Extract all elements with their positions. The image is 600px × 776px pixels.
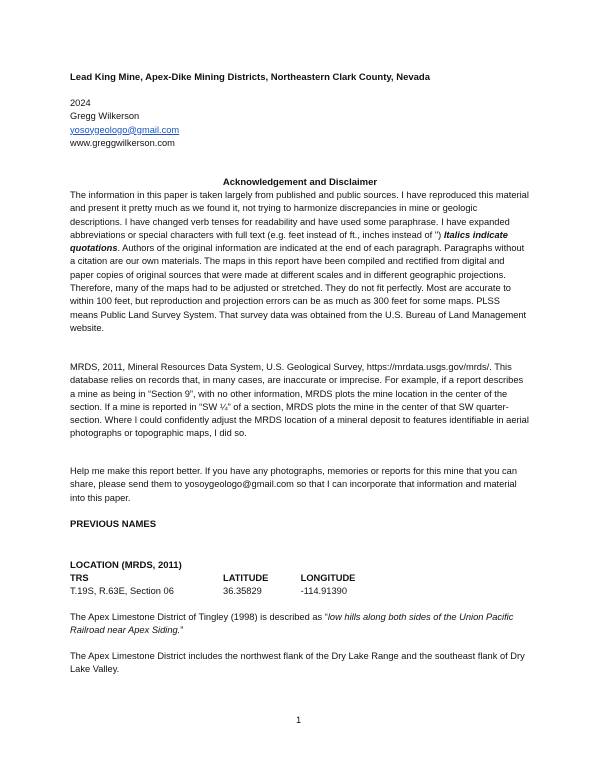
document-title: Lead King Mine, Apex-Dike Mining Districts, Northeastern Clark County, Nevada	[70, 72, 431, 83]
trs-cell: T.19S, R.63E, Section 06	[70, 586, 174, 597]
location-table	[70, 572, 430, 599]
website: www.greggwilkerson.com	[70, 137, 175, 148]
email-link[interactable]: yosoygeologo@gmail.com	[70, 124, 180, 135]
previous-names-heading: PREVIOUS NAMES	[70, 519, 157, 530]
column-header-trs: TRS	[70, 573, 89, 583]
acknowledgement-paragraph	[70, 189, 530, 335]
acknowledgement-heading: Acknowledgement and Disclaimer	[222, 177, 378, 188]
longitude-cell: -114.91390	[300, 586, 347, 597]
column-header-latitude: LATITUDE	[223, 573, 269, 583]
author-name: Gregg Wilkerson	[70, 111, 140, 122]
latitude-cell: 36.35829	[223, 586, 262, 597]
author-block	[70, 97, 179, 150]
district-paragraph: The Apex Limestone District includes the northwest flank of the Dry Lake Range and the southeast flank of Dry Lake Valley.	[70, 651, 525, 675]
location-heading: LOCATION (MRDS, 2011)	[70, 560, 182, 571]
year: 2024	[70, 98, 91, 108]
italics-note: Italics indicate quotations	[70, 229, 508, 254]
location-table-header	[70, 572, 430, 585]
apex-quote: low hills along both sides of the Union Pacific Railroad near Apex Siding.	[70, 612, 514, 636]
column-header-longitude: LONGITUDE	[300, 573, 356, 583]
help-paragraph: Help me make this report better. If you have any photographs, memories or reports for this mine that you can share, please send them to yosoygeologo@gmail.com so that I can incorporate that information and material into this paper.	[70, 466, 517, 503]
table-row	[70, 585, 430, 598]
ack-text-1: The information in this paper is taken largely from published and public sources. I have reproduced this material and present it pretty much as we found it, not trying to harmonize discrepancies in mine or geologic descriptions. I have changed verb tenses for readability and have used some paraphrase. I have expanded abbreviations or special characters with full text (e.g. feet instead of ft., inches instead of ")	[70, 190, 529, 240]
page-number: 1	[296, 715, 302, 725]
ack-text-2: . Authors of the original information are indicated at the end of each paragraph. Paragraphs without a citation are our own materials. The maps in this report have been compiled and rectified from digital and paper copies of original sources that were made at different scales and in different geographic projections. Therefore, many of the maps had to be adjusted or stretched. They do not fit perfectly. Most are accurate to within 100 feet, but reproduction and projection errors can be as much as 300 feet for some maps. PLSS means Public Land Survey System. That survey data was obtained from the U.S. Bureau of Land Management website.	[70, 243, 527, 333]
apex-lead: The Apex Limestone District of Tingley (1998) is described as “	[70, 612, 328, 622]
apex-tail: ”	[180, 625, 184, 636]
mrds-paragraph: MRDS, 2011, Mineral Resources Data System, U.S. Geological Survey, https://mrdata.usgs.gov/mrds/. This database relies on records that, in many cases, are inaccurate or imprecise. For example, if a report describes a mine as being in “Section 9”, with no other information, MRDS plots the mine location in the center of the section. If a mine is reported in “SW ¼” of a section, MRDS plots the mine in the center of that SW quarter-section. Where I could confidently adjust the MRDS location of a mineral deposit to features identifiable in aerial photographs or topographic maps, I did so.	[70, 362, 529, 439]
apex-district-paragraph	[70, 611, 530, 638]
